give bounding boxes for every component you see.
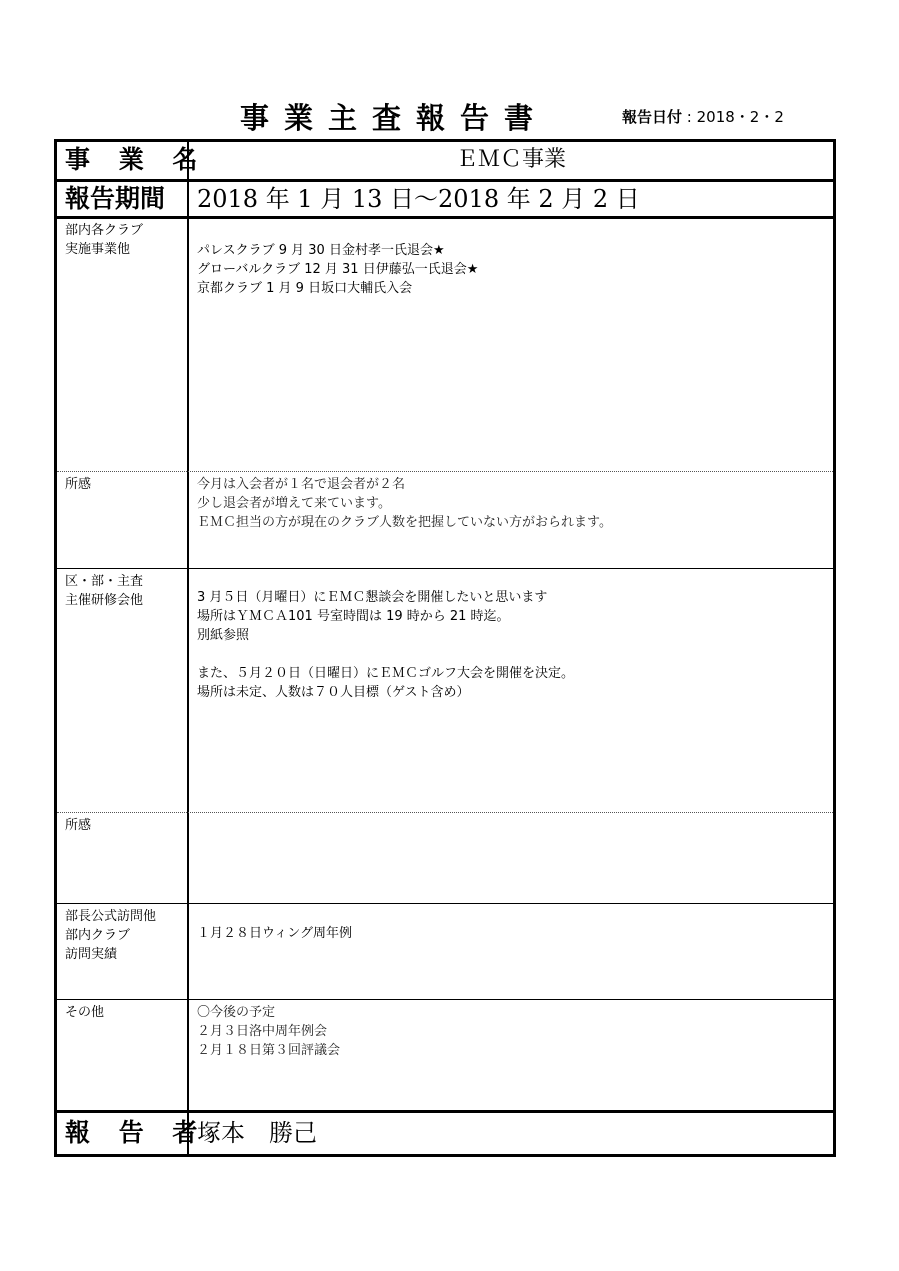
spacer bbox=[197, 645, 574, 664]
row-divider bbox=[57, 999, 833, 1000]
impression-1-body bbox=[197, 475, 612, 532]
row-divider bbox=[57, 179, 833, 182]
report-date bbox=[622, 106, 784, 127]
list-item: 〇今後の予定 bbox=[197, 1005, 276, 1020]
club-activities-label: 部内各クラブ 実施事業他 bbox=[65, 223, 144, 257]
list-item: 場所は未定、人数は７０人目標（ゲスト含め） bbox=[197, 685, 470, 700]
list-item: 今月は入会者が１名で退会者が２名 bbox=[197, 477, 406, 492]
period-value: 2018 年 1 月 13 日〜2018 年 2 月 2 日 bbox=[197, 185, 640, 213]
row-divider bbox=[57, 903, 833, 904]
list-item: ２月１８日第３回評議会 bbox=[197, 1043, 341, 1058]
title-row bbox=[0, 96, 899, 136]
list-item: 京都クラブ 1 月 9 日坂口大輔氏入会 bbox=[197, 281, 413, 296]
report-date-label: 報告日付 bbox=[622, 108, 683, 126]
seminars-body bbox=[197, 588, 574, 702]
period-label: 報告期間 bbox=[65, 184, 166, 213]
other-label: その他 bbox=[65, 1005, 105, 1020]
list-item: 場所はＹＭＣＡ101 号室時間は 19 時から 21 時迄。 bbox=[197, 609, 510, 624]
other-body bbox=[197, 1003, 340, 1060]
row-divider bbox=[57, 216, 833, 219]
seminars-label: 区・部・主査 主催研修会他 bbox=[65, 574, 144, 608]
visits-label: 部長公式訪問他 部内クラブ 訪問実績 bbox=[65, 909, 157, 962]
report-table bbox=[54, 139, 836, 1157]
list-item: また、５月２０日（日曜日）にＥＭＣゴルフ大会を開催を決定。 bbox=[197, 666, 575, 681]
impression-1-label: 所感 bbox=[65, 477, 92, 492]
page-title: 事業主査報告書 bbox=[240, 101, 549, 135]
project-label: 事 業 名 bbox=[65, 145, 208, 174]
reporter-label: 報 告 者 bbox=[65, 1118, 208, 1147]
impression-2-label: 所感 bbox=[65, 818, 92, 833]
report-date-value: : 2018・2・2 bbox=[686, 108, 784, 126]
row-divider bbox=[57, 471, 833, 472]
list-item: パレスクラブ 9 月 30 日金村孝一氏退会★ bbox=[197, 243, 445, 258]
project-value: ＥＭＣ事業 bbox=[455, 147, 566, 172]
list-item: ＥＭＣ担当の方が現在のクラブ人数を把握していない方がおられます。 bbox=[197, 515, 612, 530]
list-item: 3 月５日（月曜日）にＥＭＣ懇談会を開催したいと思います bbox=[197, 590, 548, 605]
list-item: 別紙参照 bbox=[197, 628, 250, 643]
row-divider bbox=[57, 812, 833, 813]
list-item: 少し退会者が増えて来ています。 bbox=[197, 496, 391, 511]
visits-body bbox=[197, 924, 352, 943]
list-item: １月２８日ウィング周年例 bbox=[197, 926, 352, 941]
row-divider bbox=[57, 1110, 833, 1113]
row-divider bbox=[57, 568, 833, 569]
reporter-value: 塚本 勝己 bbox=[197, 1119, 317, 1147]
list-item: グローバルクラブ 12 月 31 日伊藤弘一氏退会★ bbox=[197, 262, 479, 277]
list-item: ２月３日洛中周年例会 bbox=[197, 1024, 328, 1039]
club-activities-body bbox=[197, 241, 478, 298]
column-divider bbox=[187, 142, 189, 1154]
